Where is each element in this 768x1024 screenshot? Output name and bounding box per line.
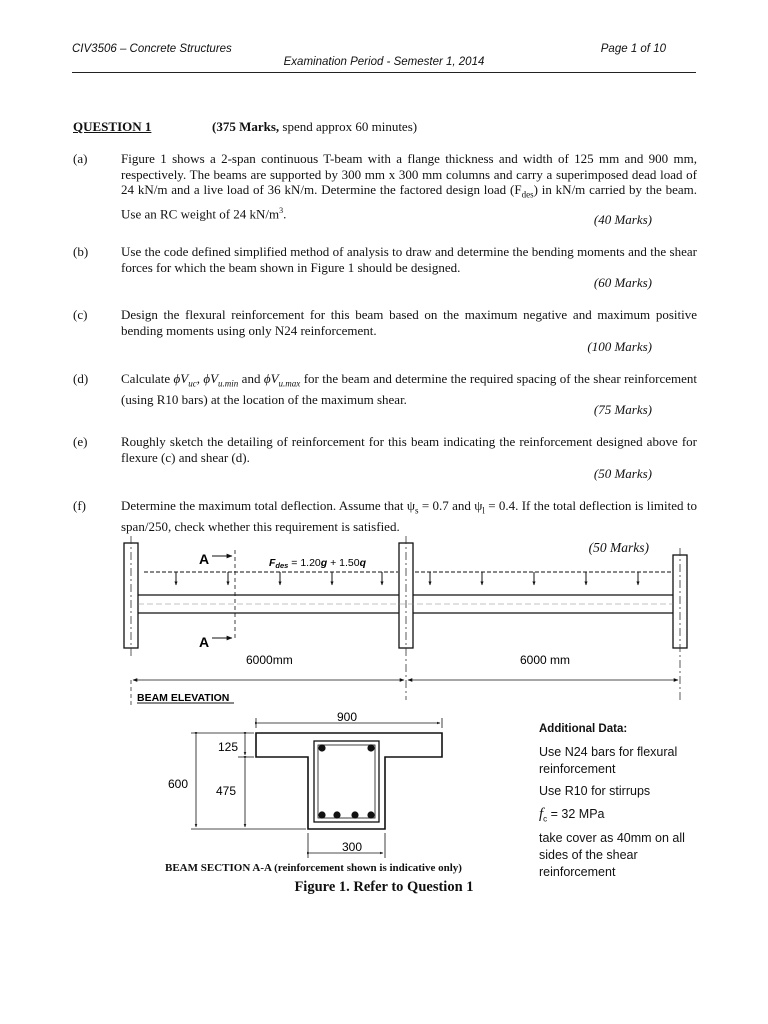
dim-width: 900 bbox=[337, 710, 358, 724]
bottom-bar bbox=[333, 811, 340, 818]
beam-elevation-label: BEAM ELEVATION bbox=[137, 692, 230, 704]
page-number: Page 1 of 10 bbox=[600, 43, 666, 55]
part-text: Determine the maximum total deflection. Assume that $\psi_s = 0.7$ and $\psi_l = 0.4$. If the total deflection is limited to span/250, check whether this requirement is satisfied. bbox=[121, 498, 697, 535]
column-right bbox=[673, 548, 687, 700]
span-dimensions bbox=[133, 653, 678, 680]
exam-period: Examination Period - Semester 1, 2014 bbox=[283, 56, 485, 68]
section-marker-bottom: A bbox=[199, 634, 210, 650]
span-1-label: 6000mm bbox=[246, 653, 293, 667]
section-cut-marker bbox=[199, 550, 235, 650]
part-marks: (100 Marks) bbox=[587, 339, 652, 354]
part-text: Roughly sketch the detailing of reinforcement for this beam indicating the reinforcement designed above for flexure (c) and shear (d). bbox=[121, 434, 697, 465]
dim-web-depth: 475 bbox=[216, 784, 237, 798]
bottom-bar bbox=[367, 811, 374, 818]
question-marks: (375 Marks, spend approx 60 minutes) bbox=[212, 119, 418, 134]
additional-data-title: Additional Data: bbox=[539, 723, 628, 735]
additional-line-4: take cover as 40mm on all sides of the shear reinforcement bbox=[539, 831, 685, 879]
part-text: Design the flexural reinforcement for this beam based on the maximum negative and maximum positive bending moments using only N24 reinforcement. bbox=[121, 307, 697, 338]
additional-line-2: Use R10 for stirrups bbox=[539, 784, 651, 798]
part-label: (b) bbox=[73, 244, 89, 259]
span-2-label: 6000 mm bbox=[520, 653, 571, 667]
part-text: Figure 1 shows a 2-span continuous T-beam with a flange thickness and width of 125 mm and 900 mm, respectively. The beams are supported by 300 mm x 300 mm columns and carry a superimposed dead load of 24 kN/m and a live load of 36 kN/m. Determine the factored design load $(F_{des})$ in kN/m carried by the beam. Use an RC weight of 24 $kN/m^3$. bbox=[121, 151, 697, 222]
part-marks: (60 Marks) bbox=[593, 275, 652, 290]
section-caption: BEAM SECTION A-A (reinforcement shown is indicative only) bbox=[165, 862, 462, 874]
bottom-bar bbox=[318, 811, 325, 818]
part-text: Calculate $\phi V_{uc}$, $\phi V_{u.min}$ and $\phi V_{u.max}$ for the beam and determine the required spacing of the shear reinforcement (using R10 bars) at the location of the maximum shear. bbox=[121, 371, 697, 408]
t-beam-section bbox=[256, 733, 442, 829]
dim-web: 300 bbox=[342, 840, 363, 854]
dim-flange: 125 bbox=[218, 740, 239, 754]
figure-caption: Figure 1. Refer to Question 1 bbox=[294, 879, 474, 895]
top-bar bbox=[367, 744, 374, 751]
course-title: CIV3506 – Concrete Structures bbox=[72, 43, 232, 55]
column-left bbox=[124, 536, 138, 657]
top-bar bbox=[318, 744, 325, 751]
section-marker-top: A bbox=[199, 551, 210, 567]
part-marks: (50 Marks) bbox=[588, 540, 649, 555]
part-label: (c) bbox=[73, 307, 88, 322]
bottom-bar bbox=[351, 811, 358, 818]
part-label: (e) bbox=[73, 434, 88, 449]
additional-line-1: Use N24 bars for flexural reinforcement bbox=[539, 745, 678, 776]
column-middle bbox=[399, 536, 413, 700]
part-marks: (40 Marks) bbox=[593, 212, 652, 227]
part-label: (d) bbox=[73, 371, 89, 386]
question-title: QUESTION 1 bbox=[73, 119, 152, 134]
part-marks: (75 Marks) bbox=[593, 402, 652, 417]
part-label: (f) bbox=[73, 498, 86, 513]
load-label: Fdes = 1.20g + 1.50q bbox=[269, 557, 367, 570]
part-text: Use the code defined simplified method of analysis to draw and determine the bending moments and the shear forces for which the beam shown in Figure 1 should be designed. bbox=[121, 244, 697, 275]
part-label: (a) bbox=[73, 151, 88, 166]
part-marks: (50 Marks) bbox=[593, 466, 652, 481]
dim-depth: 600 bbox=[168, 777, 189, 791]
additional-line-3: $f_c = 32$ MPa bbox=[539, 806, 605, 824]
